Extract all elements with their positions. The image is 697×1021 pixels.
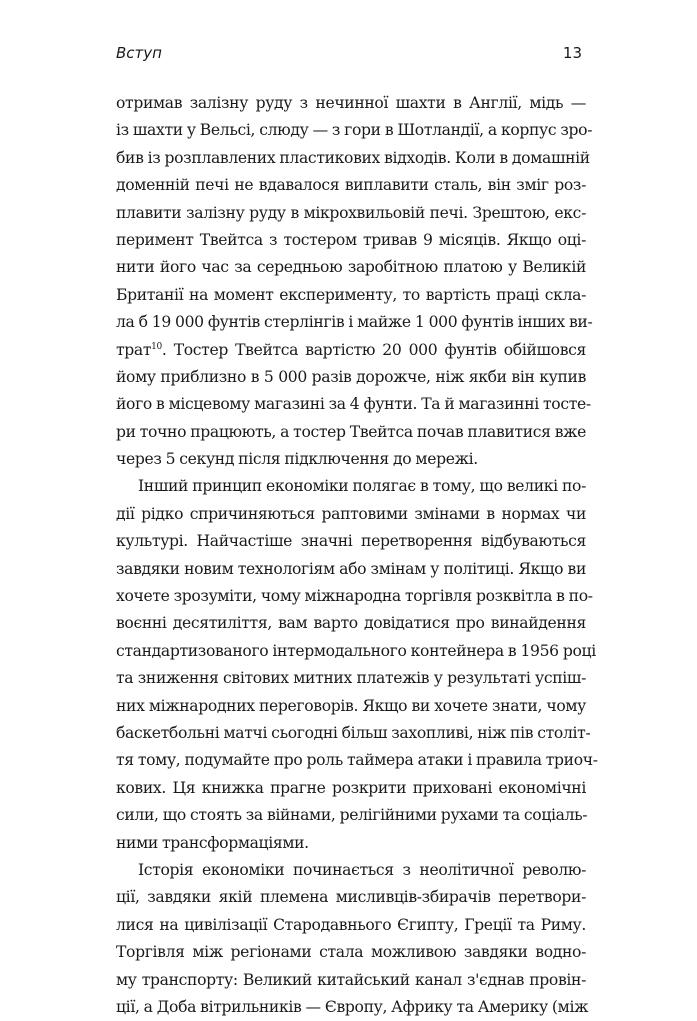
text-line: його в місцевому магазині за 4 фунти. Та й магазинні тосте-	[116, 395, 591, 414]
text-line: Торгівля між регіонами стала можливою завдяки водно-	[116, 943, 586, 962]
text-line: лися на цивілізації Стародавнього Єгипту, Греції та Риму.	[116, 915, 586, 934]
text-line: доменній печі не вдавалося виплавити сталь, він зміг роз-	[116, 176, 586, 195]
text-line: ла б 19 000 фунтів стерлінгів і майже 1 000 фунтів інших ви-	[116, 313, 593, 332]
text-fragment: трат	[116, 340, 152, 359]
text-line: тя тому, подумайте про роль таймера атаки і правила триоч-	[116, 751, 598, 770]
text-line: ри точно працюють, а тостер Твейтса почав плавитися вже	[116, 422, 587, 441]
text-line: ції, а Доба вітрильників — Європу, Африку та Америку (між	[116, 997, 589, 1016]
running-header	[116, 44, 586, 68]
paragraph-1	[116, 90, 593, 473]
text-line: Інший принцип економіки полягає в тому, що великі по-	[138, 477, 586, 496]
text-line: із шахти у Вельсі, слюду — з гори в Шотландії, а корпус зро-	[116, 121, 593, 140]
text-line: бив із розплавлених пластикових відходів. Коли в домашній	[116, 148, 590, 167]
text-line: плавити залізну руду в мікрохвильовій печі. Зрештою, екс-	[116, 203, 586, 222]
text-line: стандартизованого інтермодального контейнера в 1956 році	[116, 641, 596, 660]
text-line: завдяки новим технологіям або змінам у політиці. Якщо ви	[116, 559, 586, 578]
text-line: культурі. Найчастіше значні перетворення відбуваються	[116, 532, 586, 551]
text-line: нити його час за середньою заробітною платою у Великій	[116, 258, 586, 277]
text-line: та зниження світових митних платежів у результаті успіш-	[116, 669, 586, 688]
text-line: ції, завдяки якій племена мисливців-збирачів перетвори-	[116, 888, 586, 907]
text-line: дії рідко спричиняються раптовими змінами в нормах чи	[116, 504, 586, 523]
text-line: через 5 секунд після підключення до мережі.	[116, 450, 478, 469]
text-line: му транспорту: Великий китайський канал з'єднав провін-	[116, 970, 586, 989]
text-line: отримав залізну руду з нечинної шахти в Англії, мідь —	[116, 94, 586, 112]
text-line: Історія економіки починається з неолітичної револю-	[138, 860, 586, 879]
text-line: йому приблизно в 5 000 разів дорожче, ніж якби він купив	[116, 367, 586, 386]
text-fragment: . Тостер Твейтса вартістю 20 000 фунтів обійшовся	[161, 340, 586, 359]
paragraph-2	[116, 473, 598, 856]
text-line: кових. Ця книжка прагне розкрити приховані економічні	[116, 778, 586, 797]
text-line: баскетбольні матчі сьогодні більш захопливі, ніж пів століт-	[116, 723, 591, 742]
paragraph-3	[116, 857, 589, 1021]
text-line: сили, що стоять за війнами, релігійними рухами та соціаль-	[116, 806, 588, 825]
text-line: воєнні десятиліття, вам варто довідатися про винайдення	[116, 614, 586, 633]
text-line: ними трансформаціями.	[116, 833, 309, 852]
section-title: Вступ	[116, 44, 162, 62]
text-line: хочете зрозуміти, чому міжнародна торгівля розквітла в по-	[116, 587, 593, 606]
body-text	[116, 90, 598, 1021]
page-number: 13	[562, 44, 582, 62]
text-line: них міжнародних переговорів. Якщо ви хочете знати, чому	[116, 696, 586, 715]
text-line: Британії на момент експерименту, то вартість праці скла-	[116, 285, 586, 304]
footnote-reference[interactable]: 10	[151, 341, 162, 352]
text-line: перимент Твейтса з тостером тривав 9 місяців. Якщо оці-	[116, 230, 586, 249]
text-line-with-footnote	[116, 337, 586, 364]
